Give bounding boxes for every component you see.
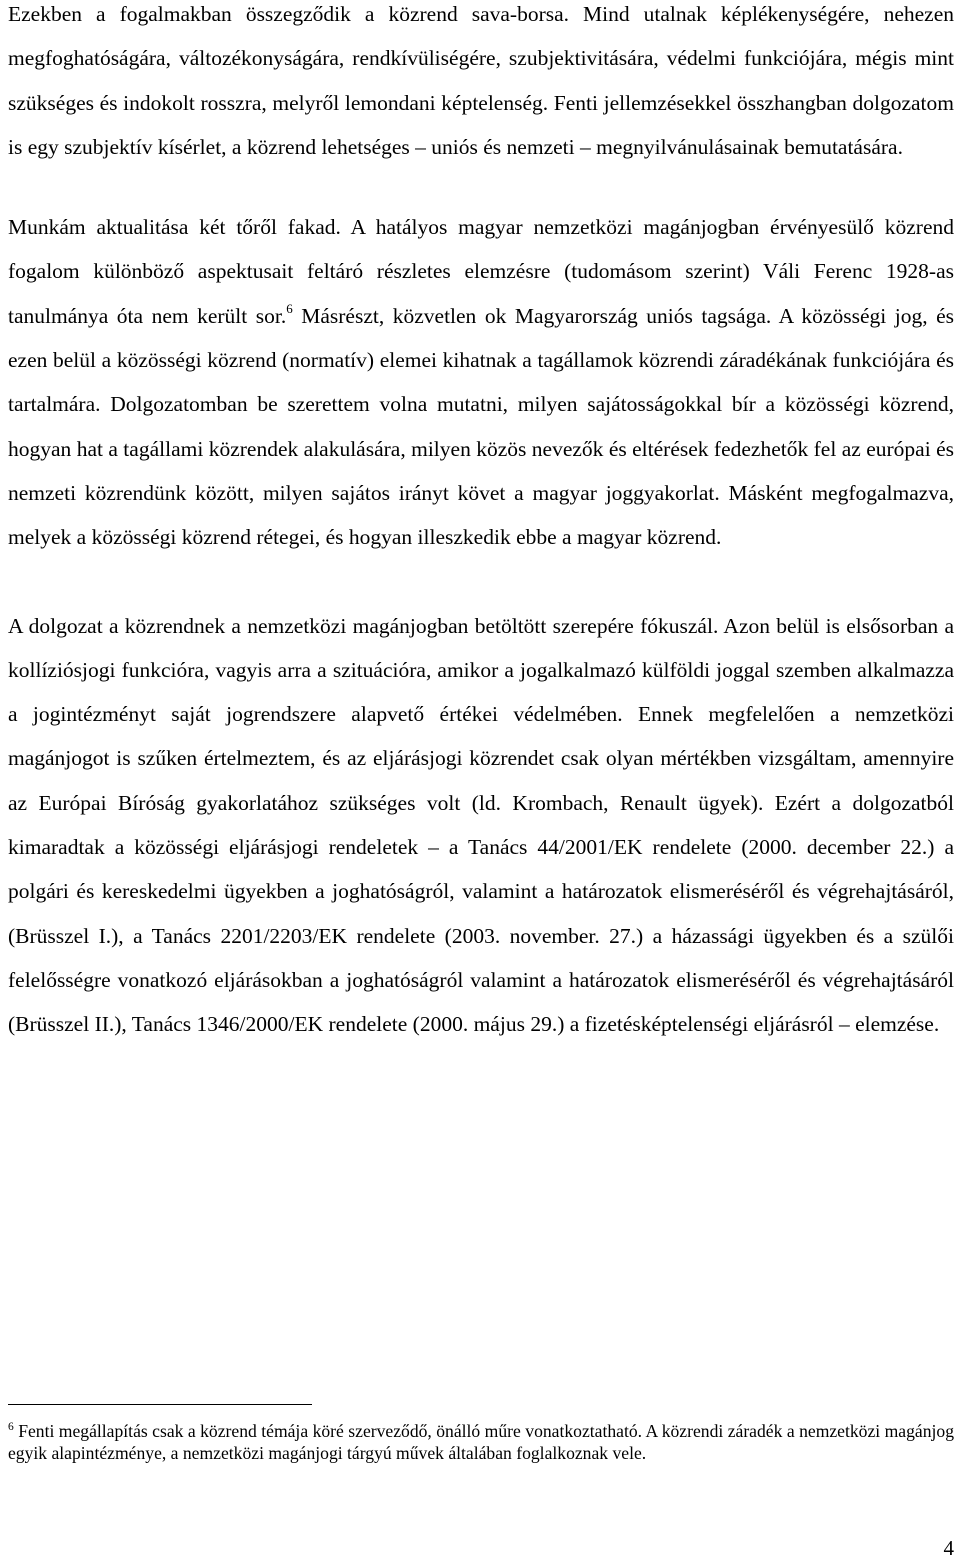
footnote <box>8 1420 954 1464</box>
footnote-text: Fenti megállapítás csak a közrend témája köré szerveződő, önálló műre vonatkoztatható. A közrendi záradék a nemzetközi magánjog egyik alapintézménye, a nemzetközi magánjogi tárgyú művek általában foglalkoznak vele. <box>8 1421 954 1463</box>
paragraph-3: A dolgozat a közrendnek a nemzetközi magánjogban betöltött szerepére fókuszál. Azon belül is elsősorban a kollíziósjogi funkcióra, vagyis arra a szituációra, amikor a jogalkalmazó külföldi joggal szemben alkalmazza a jogintézményt saját jogrendszere alapvető értékei védelmében. Ennek megfelelően a nemzetközi magánjogot is szűken értelmeztem, és az eljárásjogi közrendet csak olyan mértékben vizsgáltam, amennyire az Európai Bíróság gyakorlatához szükséges volt (ld. Krombach, Renault ügyek). Ezért a dolgozatból kimaradtak a közösségi eljárásjogi rendeletek – a Tanács 44/2001/EK rendelete (2000. december 22.) a polgári és kereskedelmi ügyekben a joghatóságról, valamint a határozatok elismeréséről és végrehajtásáról, (Brüsszel I.), a Tanács 2201/2203/EK rendelete (2003. november. 27.) a házassági ügyekben és a szülői felelősségre vonatkozó eljárásokban a joghatóságról valamint a határozatok elismeréséről és végrehajtásáról (Brüsszel II.), Tanács 1346/2000/EK rendelete (2000. május 29.) a fizetésképtelenségi eljárásról – elemzése. <box>8 613 954 1037</box>
paragraph-2-text-end: Másrészt, közvetlen ok Magyarország uniós tagsága. A közösségi jog, és ezen belül a közösségi közrend (normatív) elemei kihatnak a tagállamok közrendi záradékának funkciójára és tartalmára. Dolgozatomban be szerettem volna mutatni, milyen sajátosságokkal bír a közösségi közrend, hogyan hat a tagállami közrendek alakulására, milyen közös nevezők és eltérések fedezhetők fel az európai és nemzeti közrendünk között, milyen sajátos irányt követ a magyar joggyakorlat. Másként megfogalmazva, melyek a közösségi közrend rétegei, és hogyan illeszkedik ebbe a magyar közrend. <box>8 303 954 550</box>
paragraph-1: Ezekben a fogalmakban összegződik a közrend sava-borsa. Mind utalnak képlékenységére, nehezen megfoghatóságára, változékonyságára, rendkívüliségére, szubjektivitására, védelmi funkciójára, mégis mint szükséges és indokolt rosszra, melyről lemondani képtelenség. Fenti jellemzésekkel összhangban dolgozatom is egy szubjektív kísérlet, a közrend lehetséges – uniós és nemzeti – megnyilvánulásainak bemutatására. <box>8 2 954 159</box>
document-body <box>8 0 954 1047</box>
footnote-reference: 6 <box>286 300 293 316</box>
footnote-separator <box>8 1404 312 1405</box>
page-number: 4 <box>943 1536 954 1560</box>
paragraph-2 <box>8 205 954 559</box>
footnote-mark: 6 <box>8 1421 14 1433</box>
paragraph-2-text-start: Munkám aktualitása két tőről fakad. A hatályos magyar nemzetközi magánjogban érvényesülő közrend fogalom különböző aspektusait feltáró részletes elemzésre (tudomásom szerint) Váli Ferenc 1928-as tanulmánya óta nem került sor. <box>8 215 954 328</box>
